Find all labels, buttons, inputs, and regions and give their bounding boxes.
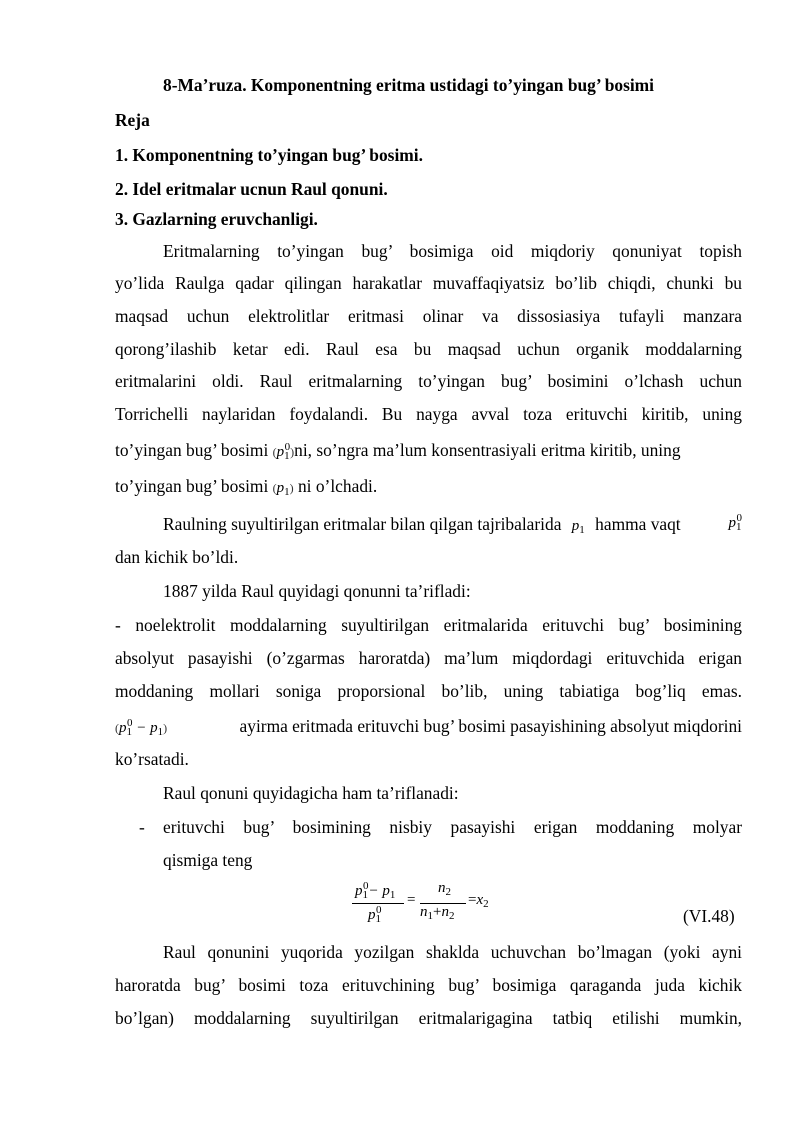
text-span: ni, so’ngra ma’lum konsentrasiyali eritma kiritib, uning: [294, 440, 681, 460]
bullet-text-line: qismiga teng: [163, 850, 253, 870]
paragraph-2-line: dan kichik bo’ldi.: [115, 547, 239, 567]
paragraph-5: Raul qonuni quyidagicha ham ta’riflanadi:: [163, 783, 459, 803]
bullet-text-line: erituvchi bug’ bosimining nisbiy pasayishi erigan moddaning molyar: [163, 817, 742, 837]
plan-item-1: 1. Komponentning to’yingan bug’ bosimi.: [115, 145, 423, 165]
paragraph-1-line: eritmalarini oldi. Raul eritmalarning to’yingan bug’ bosimini o’lchash uchun: [115, 371, 742, 391]
paragraph-1-line: maqsad uchun elektrolitlar eritmasi olinar va dissosiasiya tufayli manzara: [115, 306, 742, 326]
paragraph-1-line: yo’lida Raulga qadar qilingan harakatlar muvaffaqiyatsiz bo’lib chiqdi, chunki bu: [115, 273, 742, 293]
formula-difference: $(p_1^0 - p_1)$: [115, 717, 168, 738]
text-span: to’yingan bug’ bosimi: [115, 440, 269, 460]
paragraph-1-line: Torrichelli naylaridan foydalandi. Bu nayga avval toza erituvchi kiritib, uning: [115, 404, 742, 424]
paragraph-6-line: haroratda bug’ bosimi toza erituvchining bug’ bosimiga qaraganda juda kichik: [115, 975, 742, 995]
paragraph-1-line: [115, 440, 742, 462]
paragraph-1-line: [115, 476, 377, 498]
page-title: 8-Ma’ruza. Komponentning eritma ustidagi to’yingan bug’ bosimi: [163, 75, 654, 95]
formula-p1-0: $(p_1^0)$: [272, 441, 295, 462]
paragraph-4-line: ko’rsatadi.: [115, 749, 189, 769]
text-span: ayirma eritmada erituvchi bug’ bosimi pasayishining absolyut miqdorini: [239, 716, 742, 736]
text-span: Raulning suyultirilgan eritmalar bilan qilgan tajribalarida: [163, 514, 562, 534]
text-span: ni o’lchadi.: [293, 476, 378, 496]
text-span: to’yingan bug’ bosimi: [115, 476, 269, 496]
bullet-dash: -: [139, 817, 145, 837]
paragraph-3: 1887 yilda Raul quyidagi qonunni ta’rifladi:: [163, 581, 471, 601]
paragraph-4-line: moddaning mollari soniga proporsional bo’lib, uning tabiatiga bog’liq emas.: [115, 681, 742, 701]
plan-item-2: 2. Idel eritmalar ucnun Raul qonuni.: [115, 179, 388, 199]
plan-item-3: 3. Gazlarning eruvchanligi.: [115, 209, 318, 229]
paragraph-2-line: [163, 514, 742, 536]
paragraph-1-line: qorong’ilashib ketar edi. Raul esa bu maqsad uchun organik moddalarning: [115, 339, 742, 359]
formula-p1-0: $p_1^0$: [728, 512, 742, 533]
formula-p1: $p_1$: [571, 518, 585, 536]
plan-heading: Reja: [115, 110, 150, 130]
paragraph-6-line: Raul qonunini yuqorida yozilgan shaklda uchuvchan bo’lmagan (yoki ayni: [163, 942, 742, 962]
text-span: hamma vaqt: [595, 514, 681, 534]
paragraph-6-line: bo’lgan) moddalarning suyultirilgan eritmalarigagina tatbiq etilishi mumkin,: [115, 1008, 742, 1028]
paragraph-4-line: [115, 716, 742, 738]
paragraph-4-line: absolyut pasayishi (o’zgarmas haroratda) ma’lum miqdordagi erituvchida erigan: [115, 648, 742, 668]
raoult-equation: $p_1^0- p_1$ $p_1^0$ = $n_2$ $n_1+n_2$ $=x_2$: [352, 878, 512, 928]
paragraph-1-line: Eritmalarning to’yingan bug’ bosimiga oid miqdoriy qonuniyat topish: [163, 241, 742, 261]
paragraph-4-line: - noelektrolit moddalarning suyultirilgan eritmalarida erituvchi bug’ bosimining: [115, 615, 742, 635]
formula-p1: $(p_1)$: [272, 480, 294, 498]
equation-number: (VI.48): [683, 906, 735, 926]
